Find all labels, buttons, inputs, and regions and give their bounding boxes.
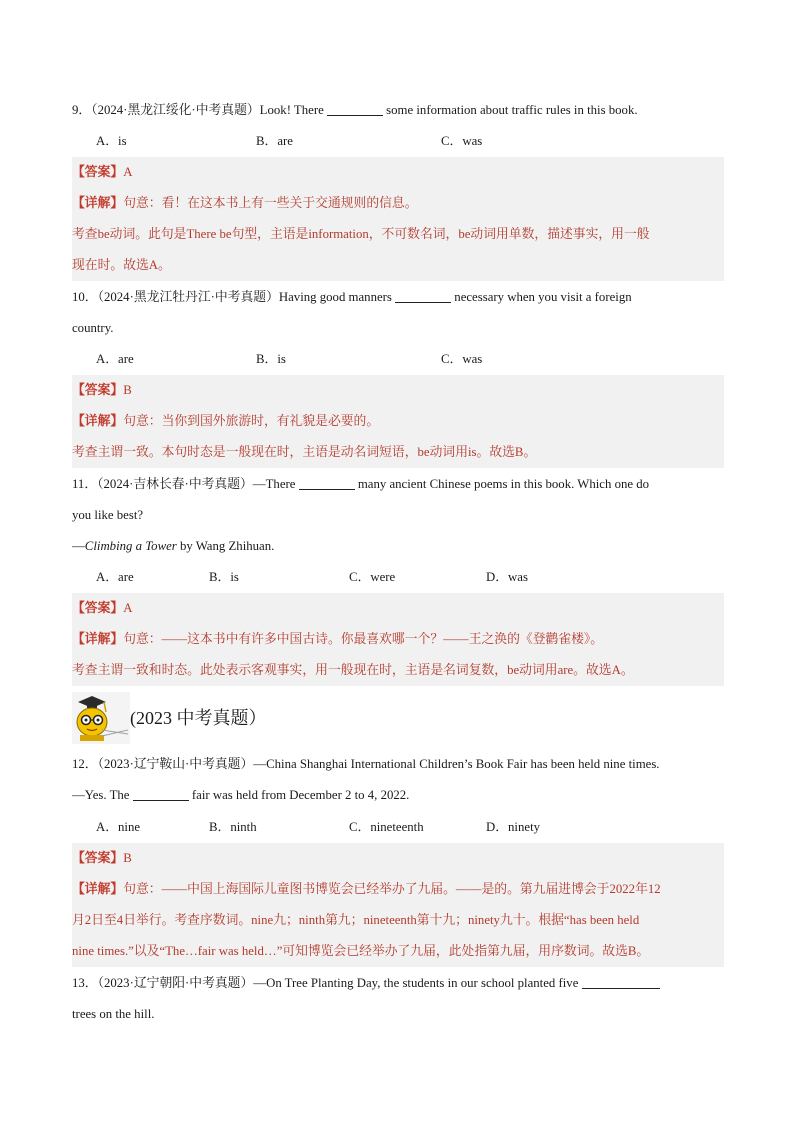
detail-label: 【详解】 <box>72 196 124 210</box>
question-10-stem: 10．（2024·黑龙江牡丹江·中考真题）Having good manners <box>72 290 396 304</box>
answer-label: 【答案】 <box>72 851 124 865</box>
detail-label: 【详解】 <box>72 632 124 646</box>
option-b: B．is <box>256 352 286 366</box>
question-10 <box>72 282 724 313</box>
option-b: B．ninth <box>209 820 257 834</box>
detail-text: 句意：当你到国外旅游时，有礼貌是必要的。 <box>123 414 380 428</box>
answer-blank <box>299 475 355 490</box>
question-12-line-2-end: fair was held from December 2 to 4, 2022. <box>188 788 410 802</box>
question-9-detail-2: 考查be动词。此句是There be句型，主语是information，不可数名词，be动词用单数，描述事实，用一般 <box>72 219 724 250</box>
option-a: A．nine <box>96 820 141 834</box>
answer-value: A <box>123 601 133 615</box>
detail-text: 句意：——这本书中有许多中国古诗。你最喜欢哪一个？——王之涣的《登鹳雀楼》。 <box>123 632 604 646</box>
answer-value: B <box>123 851 132 865</box>
option-c: C．nineteenth <box>349 820 424 834</box>
question-9-stem: 9．（2024·黑龙江绥化·中考真题）Look! There <box>72 103 327 117</box>
question-10-stem-end: necessary when you visit a foreign <box>451 290 632 304</box>
detail-label: 【详解】 <box>72 414 124 428</box>
question-11 <box>72 469 724 500</box>
answer-blank <box>133 786 189 801</box>
question-11-stem: 11．（2024·吉林长春·中考真题）—There <box>72 477 299 491</box>
detail-text: 句意：看！在这本书上有一些关于交通规则的信息。 <box>123 196 418 210</box>
question-12-detail-2: 月2日至4日举行。考查序数词。nine九；ninth第九；nineteenth第十九；ninety九十。根据“has been held <box>72 905 724 936</box>
answer-blank <box>327 101 383 116</box>
option-b: B．are <box>256 134 293 148</box>
answer-blank <box>395 288 451 303</box>
poem-title: Climbing a Tower <box>84 539 177 553</box>
answer-label: 【答案】 <box>72 383 124 397</box>
question-10-line-2: country. <box>72 321 114 335</box>
option-b: B．is <box>209 570 239 584</box>
answer-label: 【答案】 <box>72 165 124 179</box>
question-12-line-2 <box>72 780 724 811</box>
option-a: A．are <box>96 352 134 366</box>
question-13-stem: 13．（2023·辽宁朝阳·中考真题）—On Tree Planting Day, the students in our school planted five <box>72 976 582 990</box>
option-c: C．were <box>349 570 396 584</box>
detail-text: 句意：——中国上海国际儿童图书博览会已经举办了九届。——是的。第九届进博会于2022年12 <box>123 882 661 896</box>
question-12: 12．（2023·辽宁鞍山·中考真题）—China Shanghai International Children’s Book Fair has been held nine times. <box>72 757 660 771</box>
question-12-detail-3: nine times.”以及“The…fair was held…”可知博览会已经举办了九届，此处指第九届，用序数词。故选B。 <box>72 936 724 967</box>
section-heading: (2023 中考真题） <box>130 708 267 728</box>
option-a: A．is <box>96 134 127 148</box>
dash: — <box>72 539 85 553</box>
option-d: D．was <box>486 570 528 584</box>
question-9-detail-1 <box>72 188 724 219</box>
question-9 <box>72 95 724 126</box>
option-c: C．was <box>441 134 483 148</box>
question-9-answer <box>72 157 724 188</box>
answer-label: 【答案】 <box>72 601 124 615</box>
question-11-stem-end: many ancient Chinese poems in this book. Which one do <box>354 477 650 491</box>
question-11-answer <box>72 593 724 624</box>
question-12-line-2-start: —Yes. The <box>72 788 133 802</box>
option-d: D．ninety <box>486 820 541 834</box>
question-13-line-2: trees on the hill. <box>72 1007 155 1021</box>
question-11-line-2: you like best? <box>72 508 144 522</box>
question-11-line-3 <box>72 531 724 562</box>
question-12-detail-1 <box>72 874 724 905</box>
question-12-answer <box>72 843 724 874</box>
question-11-detail-1 <box>72 624 724 655</box>
answer-value: B <box>123 383 132 397</box>
graduate-mascot-icon <box>72 692 130 744</box>
answer-blank <box>582 974 660 989</box>
option-a: A．are <box>96 570 134 584</box>
question-9-detail-3: 现在时。故选A。 <box>72 250 724 281</box>
answer-value: A <box>123 165 133 179</box>
question-9-stem-end: some information about traffic rules in this book. <box>382 103 638 117</box>
question-10-detail-2: 考查主谓一致。本句时态是一般现在时，主语是动名词短语，be动词用is。故选B。 <box>72 437 724 468</box>
question-13 <box>72 968 724 999</box>
detail-label: 【详解】 <box>72 882 124 896</box>
poem-author: by Wang Zhihuan. <box>176 539 275 553</box>
question-10-answer <box>72 375 724 406</box>
question-10-detail-1 <box>72 406 724 437</box>
question-11-detail-2: 考查主谓一致和时态。此处表示客观事实，用一般现在时，主语是名词复数，be动词用are。故选A。 <box>72 655 724 686</box>
option-c: C．was <box>441 352 483 366</box>
